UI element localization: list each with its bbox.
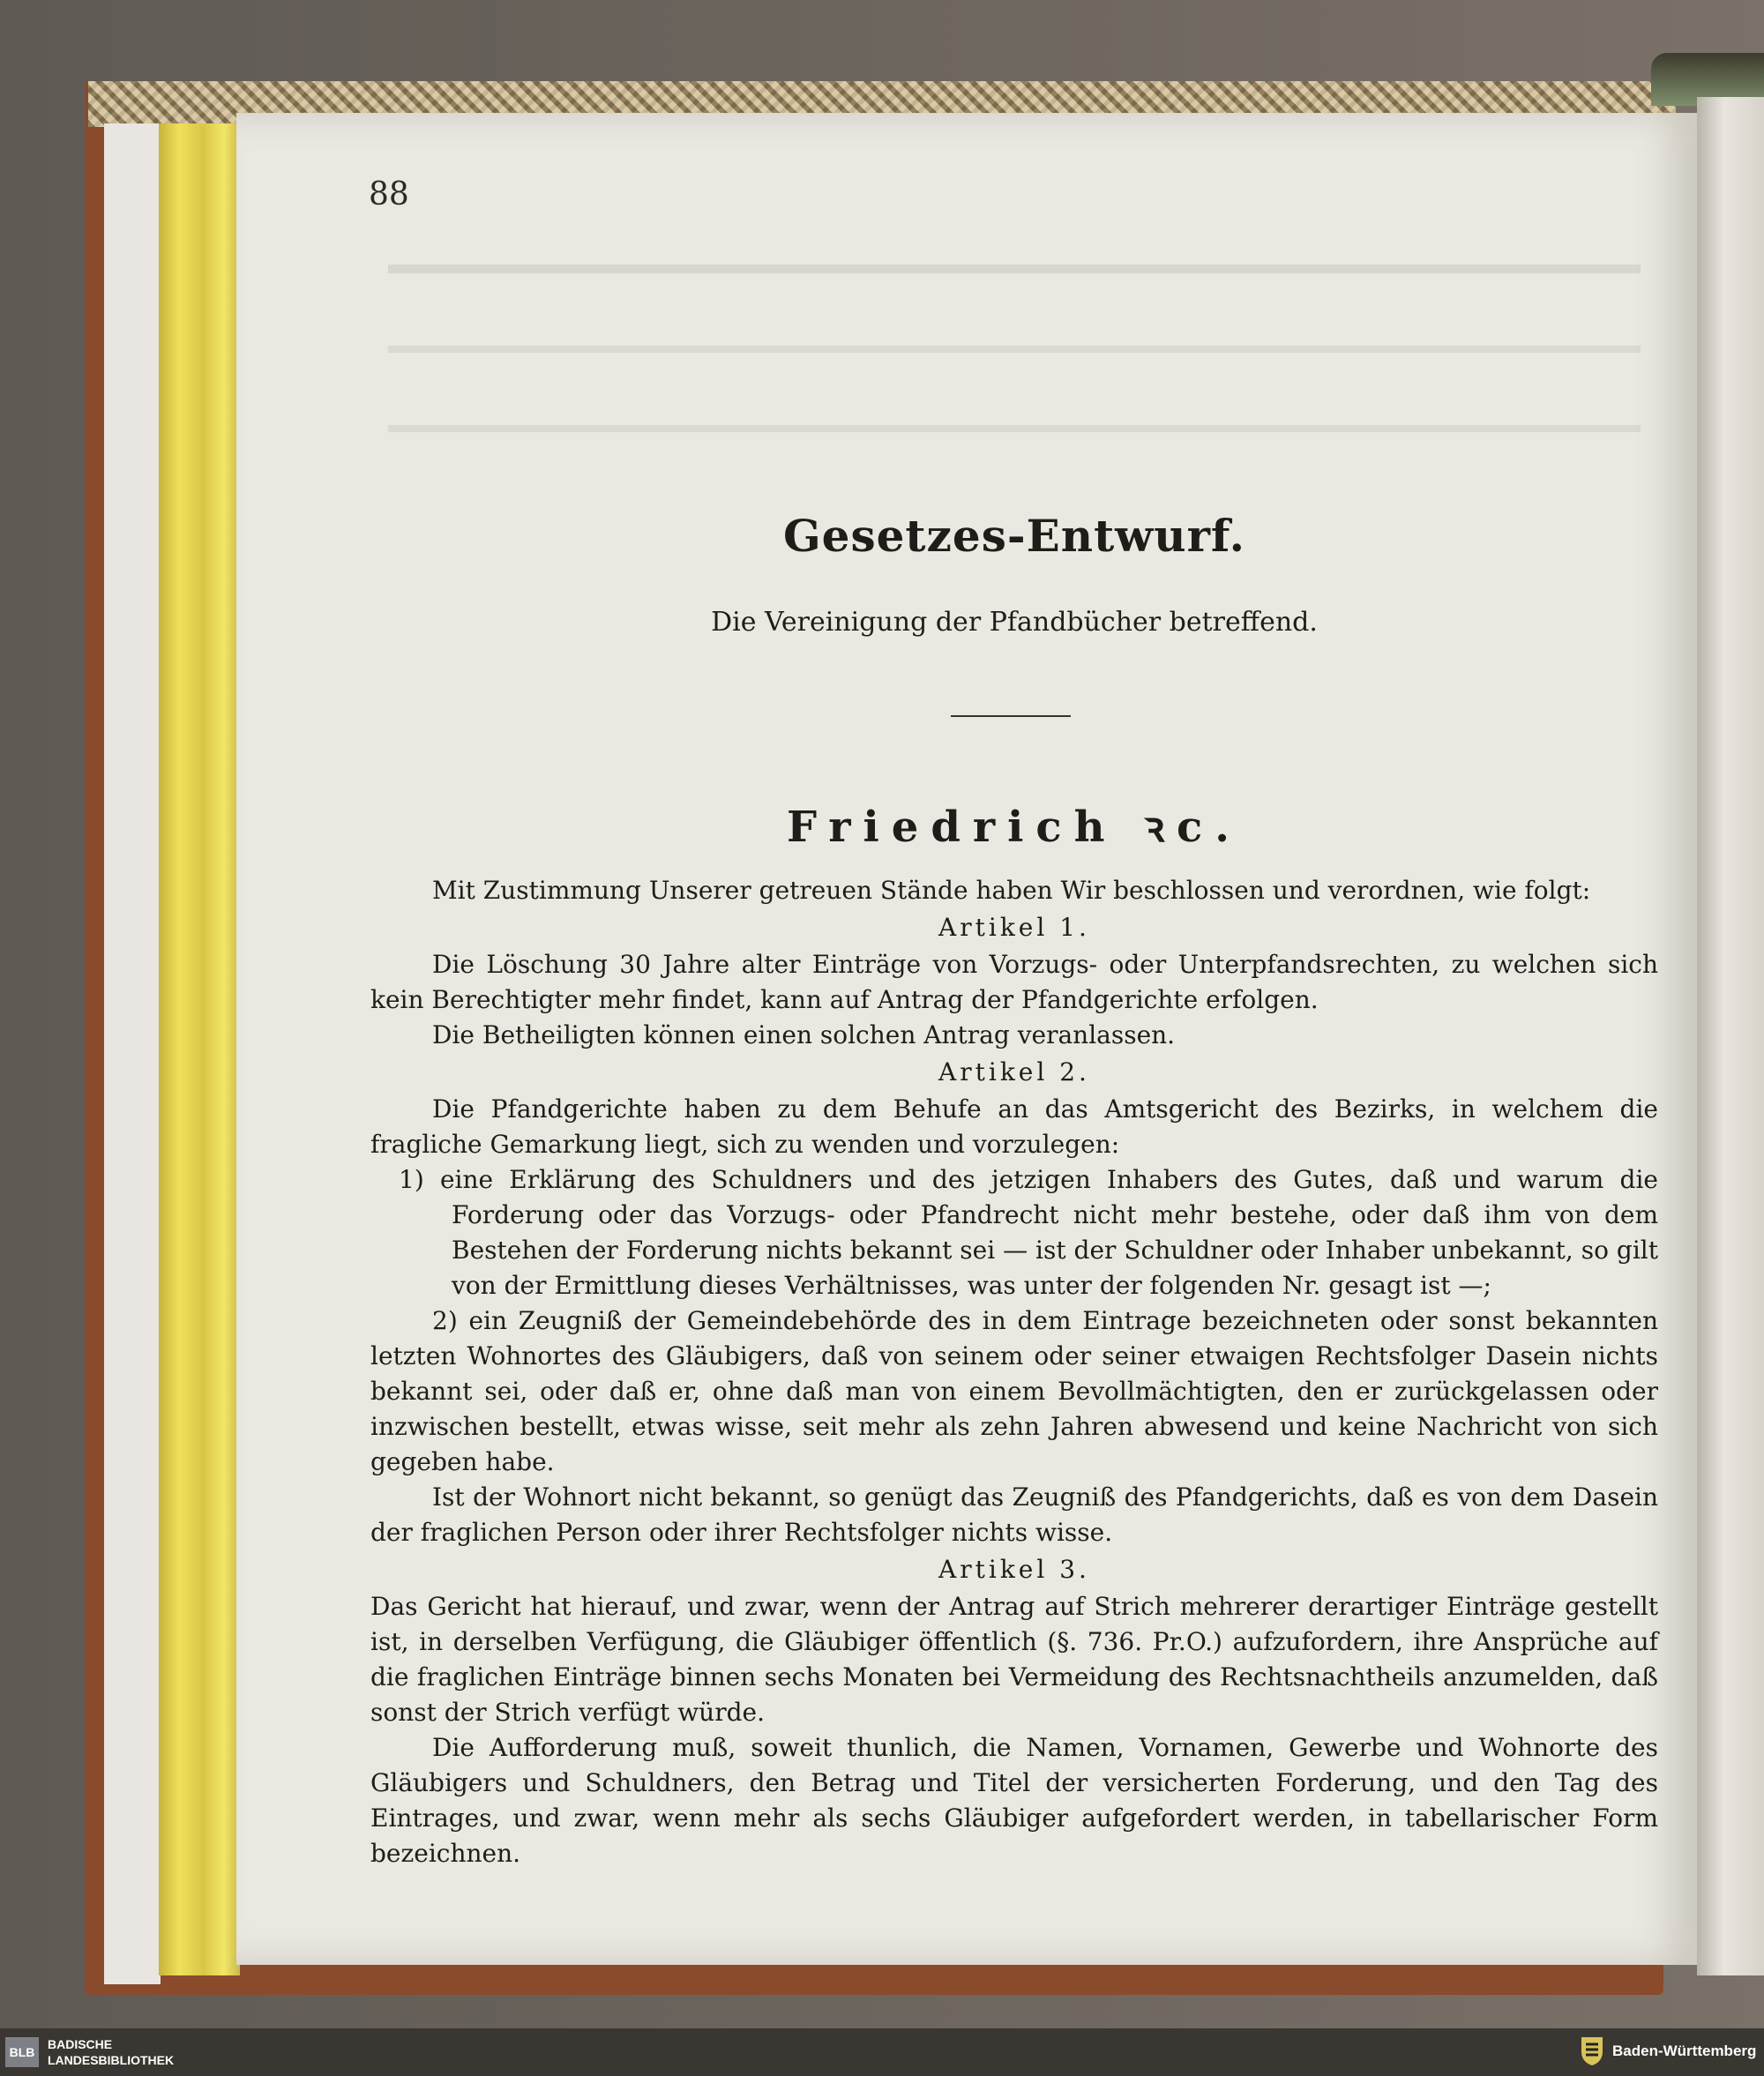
article-heading: Artikel 1. (938, 913, 1090, 942)
blb-logo: BLB (5, 2037, 39, 2067)
coat-of-arms-icon (1579, 2035, 1605, 2067)
article-heading: Artikel 2. (938, 1057, 1090, 1087)
title-divider (951, 715, 1071, 717)
body-paragraph: 2) ein Zeugniß der Gemeindebehörde des in dem Eintrage bezeichneten oder sonst bekannten letzten Wohnortes des Gläubigers, daß von seinem oder seiner etwaigen Rechtsfolger Dasein nichts bekannt sei, oder daß er, ohne daß man von einem Bevollmächtigten, den er zurückgelassen oder inzwischen bestellt, etwas wisse, seit mehr als zehn Jahren abwesend und keine Nachricht von sich gegeben habe. (370, 1306, 1658, 1476)
document-body (370, 873, 1658, 1871)
document-subtitle: Die Vereinigung der Pfandbücher betreffend. (711, 607, 1318, 638)
facing-page-edge (1697, 97, 1764, 1975)
show-through-lines (388, 265, 1641, 504)
page-number: 88 (369, 176, 409, 213)
document-title: Gesetzes-Entwurf. (782, 510, 1246, 562)
body-paragraph: Die Löschung 30 Jahre alter Einträge von Vorzugs- oder Unterpfandsrechten, zu welchen sich kein Berechtigter mehr findet, kann auf Antrag der Pfandgerichte erfolgen. (370, 950, 1658, 1014)
body-paragraph: Die Betheiligten können einen solchen Antrag veranlassen. (432, 1020, 1176, 1049)
endpaper-strip (104, 123, 161, 1984)
sovereign-name: Friedrich ꝛc. (787, 803, 1242, 852)
footer-bar (0, 2028, 1764, 2076)
body-paragraph: Die Pfandgerichte haben zu dem Behufe an das Amtsgericht des Bezirks, in welchem die fragliche Gemarkung liegt, sich zu wenden und vorzulegen: (370, 1094, 1658, 1159)
state-name: Baden-Württemberg (1612, 2042, 1757, 2059)
article-heading: Artikel 3. (938, 1555, 1090, 1584)
gilt-page-edges (159, 123, 240, 1975)
body-paragraph: Mit Zustimmung Unserer getreuen Stände haben Wir beschlossen und verordnen, wie folgt: (432, 876, 1591, 905)
body-paragraph: Ist der Wohnort nicht bekannt, so genügt das Zeugniß des Pfandgerichts, daß es von dem Dasein der fraglichen Person oder ihrer Rechtsfolger nichts wisse. (370, 1482, 1658, 1547)
library-name: BADISCHE LANDESBIBLIOTHEK (48, 2037, 175, 2067)
body-paragraph: Das Gericht hat hierauf, und zwar, wenn der Antrag auf Strich mehrerer derartiger Einträge gestellt ist, in derselben Verfügung, die Gläubiger öffentlich (§. 736. Pr.O.) aufzufordern, ihre Ansprüche auf die fraglichen Einträge binnen sechs Monaten bei Vermeidung des Rechtsnachtheils anzumelden, daß sonst der Strich verfügt würde. (370, 1592, 1658, 1727)
body-paragraph: 1) eine Erklärung des Schuldners und des jetzigen Inhabers des Gutes, daß und warum die Forderung oder das Vorzugs- oder Pfandrecht nicht mehr bestehe, oder daß ihm von dem Bestehen der Forderung nichts bekannt sei — ist der Schuldner oder Inhaber unbekannt, so gilt von der Ermittlung dieses Verhältnisses, was unter der folgenden Nr. gesagt ist —; (399, 1165, 1658, 1300)
body-paragraph: Die Aufforderung muß, soweit thunlich, die Namen, Vornamen, Gewerbe und Wohnorte des Gläubigers und Schuldners, den Betrag und Titel der versicherten Forderung, und den Tag des Eintrages, und zwar, wenn mehr als sechs Gläubiger aufgefordert werden, in tabellarischer Form bezeichnen. (370, 1733, 1658, 1868)
